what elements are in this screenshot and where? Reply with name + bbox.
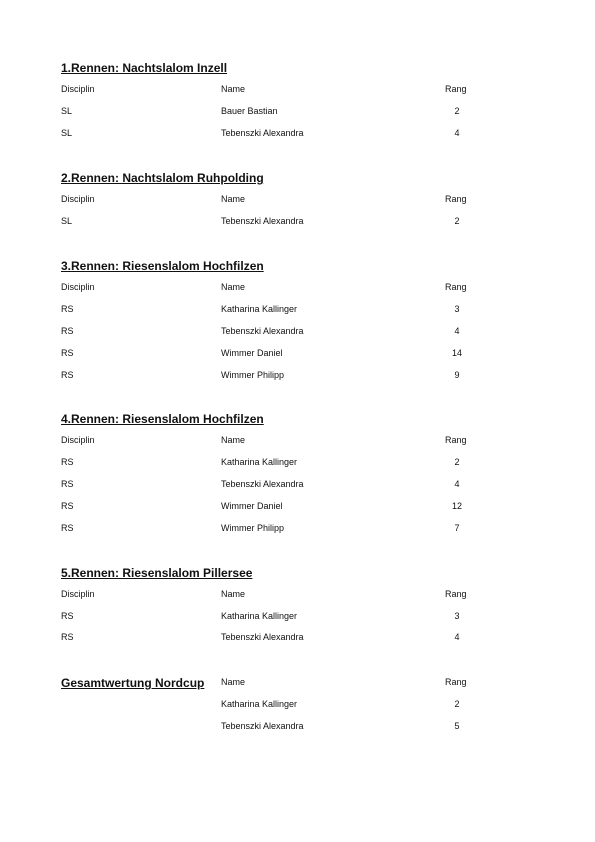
discipline-cell: RS (61, 501, 74, 511)
rank-cell: 4 (454, 479, 460, 489)
race-title: 5.Rennen: Riesenslalom Pillersee (61, 566, 253, 580)
name-cell: Tebenszki Alexandra (221, 479, 304, 489)
table-row (61, 698, 541, 710)
rank-cell: 4 (454, 128, 460, 138)
rank-cell: 3 (454, 304, 460, 314)
name-cell: Katharina Kallinger (221, 457, 298, 467)
discipline-cell: SL (61, 216, 73, 226)
table-row (61, 369, 541, 381)
table-row (61, 127, 541, 139)
rank-cell: 7 (454, 523, 460, 533)
discipline-header: Disciplin (61, 84, 95, 94)
discipline-cell: RS (61, 611, 74, 621)
table-header-row (61, 193, 541, 205)
rank-cell: 2 (454, 106, 460, 116)
overall-title: Gesamtwertung Nordcup (61, 676, 205, 690)
table-row (61, 215, 541, 227)
discipline-header: Disciplin (61, 194, 95, 204)
rank-header: Rang (445, 589, 467, 599)
name-header: Name (221, 435, 246, 445)
name-cell: Tebenszki Alexandra (221, 721, 304, 731)
table-row (61, 478, 541, 490)
discipline-cell: RS (61, 523, 74, 533)
rank-cell: 9 (454, 370, 460, 380)
discipline-cell: SL (61, 128, 73, 138)
name-cell: Wimmer Philipp (221, 523, 285, 533)
rank-cell: 2 (454, 699, 460, 709)
discipline-cell: SL (61, 106, 73, 116)
table-header-row (61, 434, 541, 446)
name-header: Name (221, 84, 246, 94)
rank-cell: 14 (451, 348, 462, 358)
table-row (61, 610, 541, 622)
name-header: Name (221, 677, 246, 687)
name-header: Name (221, 194, 246, 204)
discipline-cell: RS (61, 348, 74, 358)
name-cell: Katharina Kallinger (221, 304, 298, 314)
rank-cell: 3 (454, 611, 460, 621)
table-header-row (61, 676, 541, 688)
race-title: 1.Rennen: Nachtslalom Inzell (61, 61, 228, 75)
rank-cell: 4 (454, 326, 460, 336)
name-cell: Tebenszki Alexandra (221, 326, 304, 336)
name-cell: Katharina Kallinger (221, 611, 298, 621)
table-header-row (61, 83, 541, 95)
name-cell: Tebenszki Alexandra (221, 216, 304, 226)
table-row (61, 720, 541, 732)
race-title: 2.Rennen: Nachtslalom Ruhpolding (61, 171, 264, 185)
discipline-cell: RS (61, 632, 74, 642)
table-header-row (61, 588, 541, 600)
table-row (61, 456, 541, 468)
rank-header: Rang (445, 84, 467, 94)
race-title: 4.Rennen: Riesenslalom Hochfilzen (61, 412, 264, 426)
rank-cell: 4 (454, 632, 460, 642)
table-row (61, 631, 541, 643)
table-row (61, 325, 541, 337)
rank-header: Rang (445, 677, 467, 687)
discipline-header: Disciplin (61, 589, 95, 599)
discipline-cell: RS (61, 326, 74, 336)
name-header: Name (221, 589, 246, 599)
rank-cell: 2 (454, 216, 460, 226)
rank-cell: 2 (454, 457, 460, 467)
name-cell: Tebenszki Alexandra (221, 128, 304, 138)
name-cell: Katharina Kallinger (221, 699, 298, 709)
name-cell: Tebenszki Alexandra (221, 632, 304, 642)
table-row (61, 105, 541, 117)
rank-cell: 5 (454, 721, 460, 731)
rank-header: Rang (445, 282, 467, 292)
rank-header: Rang (445, 435, 467, 445)
table-row (61, 303, 541, 315)
name-header: Name (221, 282, 246, 292)
rank-cell: 12 (451, 501, 462, 511)
name-cell: Wimmer Daniel (221, 501, 283, 511)
table-header-row (61, 281, 541, 293)
discipline-header: Disciplin (61, 282, 95, 292)
discipline-header: Disciplin (61, 435, 95, 445)
table-row (61, 347, 541, 359)
race-title: 3.Rennen: Riesenslalom Hochfilzen (61, 259, 264, 273)
discipline-cell: RS (61, 370, 74, 380)
discipline-cell: RS (61, 304, 74, 314)
name-cell: Wimmer Philipp (221, 370, 285, 380)
name-cell: Wimmer Daniel (221, 348, 283, 358)
table-row (61, 522, 541, 534)
table-row (61, 500, 541, 512)
discipline-cell: RS (61, 457, 74, 467)
name-cell: Bauer Bastian (221, 106, 278, 116)
discipline-cell: RS (61, 479, 74, 489)
rank-header: Rang (445, 194, 467, 204)
